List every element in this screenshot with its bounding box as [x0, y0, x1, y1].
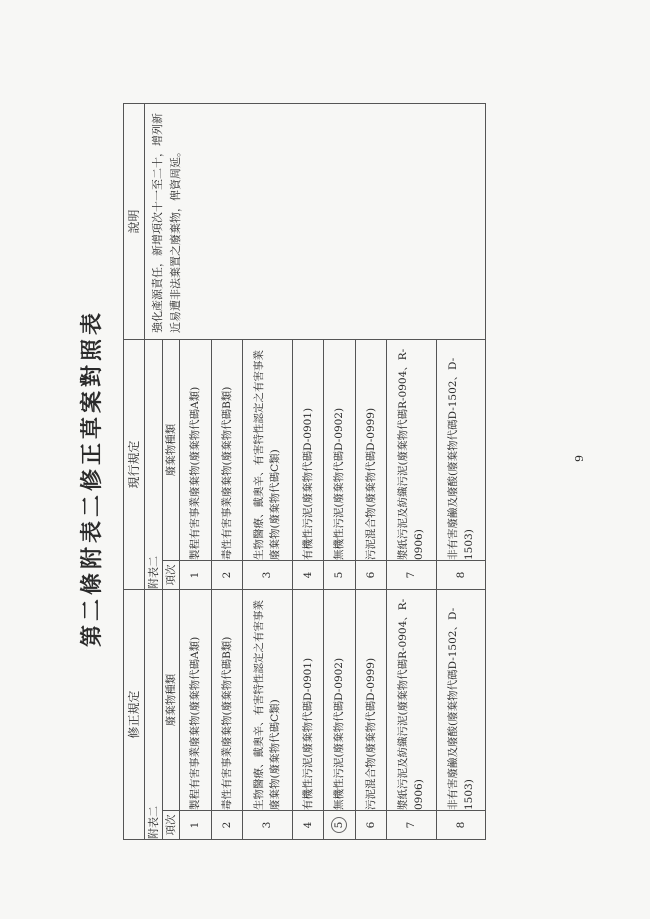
table-row	[211, 590, 243, 839]
table-row	[292, 590, 324, 839]
note-text: 強化產源責任，新增項次十一至二十，增列新近易遭非法棄置之廢棄物，俾資周延。	[145, 104, 486, 340]
table-row	[387, 340, 437, 589]
amended-waste-type: 製程有害事業廢棄物(廢棄物代碼A類)	[180, 590, 212, 811]
amended-waste-type: 生物醫療、戴奧辛、有害特性認定之有害事業廢棄物(廢棄物代碼C類)	[243, 590, 293, 811]
current-cell	[163, 340, 486, 590]
current-waste-type: 製程有害事業廢棄物(廢棄物代碼A類)	[180, 340, 212, 561]
table-row	[355, 590, 387, 839]
amended-waste-type: 非有害廢鹼及廢酸(廢棄物代碼D-1502、D-1503)	[436, 590, 485, 811]
amended-waste-type: 無機性污泥(廢棄物代碼D-0902)	[324, 590, 356, 811]
amended-item-number	[324, 811, 356, 840]
current-item-number: 8	[436, 561, 485, 590]
amended-item-header: 項次	[163, 811, 180, 840]
page-number: 9	[573, 455, 586, 462]
amended-header-row	[163, 590, 180, 839]
table-row	[292, 340, 324, 589]
table-row	[355, 340, 387, 589]
amended-item-number: 7	[387, 811, 437, 840]
current-waste-type: 非有害廢鹼及廢酸(廢棄物代碼D-1502、D-1503)	[436, 340, 485, 561]
amended-item-number: 6	[355, 811, 387, 840]
amended-type-header: 廢棄物種類	[163, 590, 180, 811]
current-waste-type: 有機性污泥(廢棄物代碼D-0901)	[292, 340, 324, 561]
current-waste-type: 漿紙污泥及紡織污泥(廢棄物代碼R-0904、R-0906)	[387, 340, 437, 561]
table-row	[436, 340, 485, 589]
table-row	[180, 340, 212, 589]
current-item-number: 3	[243, 561, 293, 590]
amended-waste-type: 有機性污泥(廢棄物代碼D-0901)	[292, 590, 324, 811]
amended-item-number: 1	[180, 811, 212, 840]
current-item-number: 5	[324, 561, 356, 590]
current-waste-type: 生物醫療、戴奧辛、有害特性認定之有害事業廢棄物(廢棄物代碼C類)	[243, 340, 293, 561]
table-row	[436, 590, 485, 839]
current-column-header: 現行規定	[124, 340, 145, 590]
amended-waste-type: 污泥混合物(廢棄物代碼D-0999)	[355, 590, 387, 811]
current-item-number: 4	[292, 561, 324, 590]
amended-waste-type: 毒性有害事業廢棄物(廢棄物代碼B類)	[211, 590, 243, 811]
current-type-header: 廢棄物種類	[163, 340, 180, 561]
current-waste-type: 無機性污泥(廢棄物代碼D-0902)	[324, 340, 356, 561]
note-column-header: 說明	[124, 104, 145, 340]
table-row	[180, 590, 212, 839]
amended-table-label: 附表二	[145, 590, 163, 840]
table-row	[243, 590, 293, 839]
table-row	[324, 590, 356, 839]
table-row	[387, 590, 437, 839]
current-item-number: 2	[211, 561, 243, 590]
current-table-label: 附表二	[145, 340, 163, 590]
current-waste-type: 污泥混合物(廢棄物代碼D-0999)	[355, 340, 387, 561]
amended-column-header: 修正規定	[124, 590, 145, 840]
table-row	[243, 340, 293, 589]
amended-item-number: 8	[436, 811, 485, 840]
current-item-header: 項次	[163, 561, 180, 590]
document-title: 第二條附表二修正草案對照表	[79, 309, 105, 648]
comparison-table	[123, 103, 486, 840]
amended-item-number: 3	[243, 811, 293, 840]
amended-inner-table	[163, 590, 485, 839]
current-waste-type: 毒性有害事業廢棄物(廢棄物代碼B類)	[211, 340, 243, 561]
current-header-row	[163, 340, 180, 589]
rotated-document	[75, 88, 485, 868]
table-row	[211, 340, 243, 589]
amended-item-number: 2	[211, 811, 243, 840]
circled-item-number: 5	[331, 817, 347, 833]
amended-cell	[163, 590, 486, 840]
table-row	[324, 340, 356, 589]
current-inner-table	[163, 340, 485, 589]
current-item-number: 7	[387, 561, 437, 590]
current-item-number: 6	[355, 561, 387, 590]
amended-waste-type: 漿紙污泥及紡織污泥(廢棄物代碼R-0904、R-0906)	[387, 590, 437, 811]
amended-item-number: 4	[292, 811, 324, 840]
current-item-number: 1	[180, 561, 212, 590]
